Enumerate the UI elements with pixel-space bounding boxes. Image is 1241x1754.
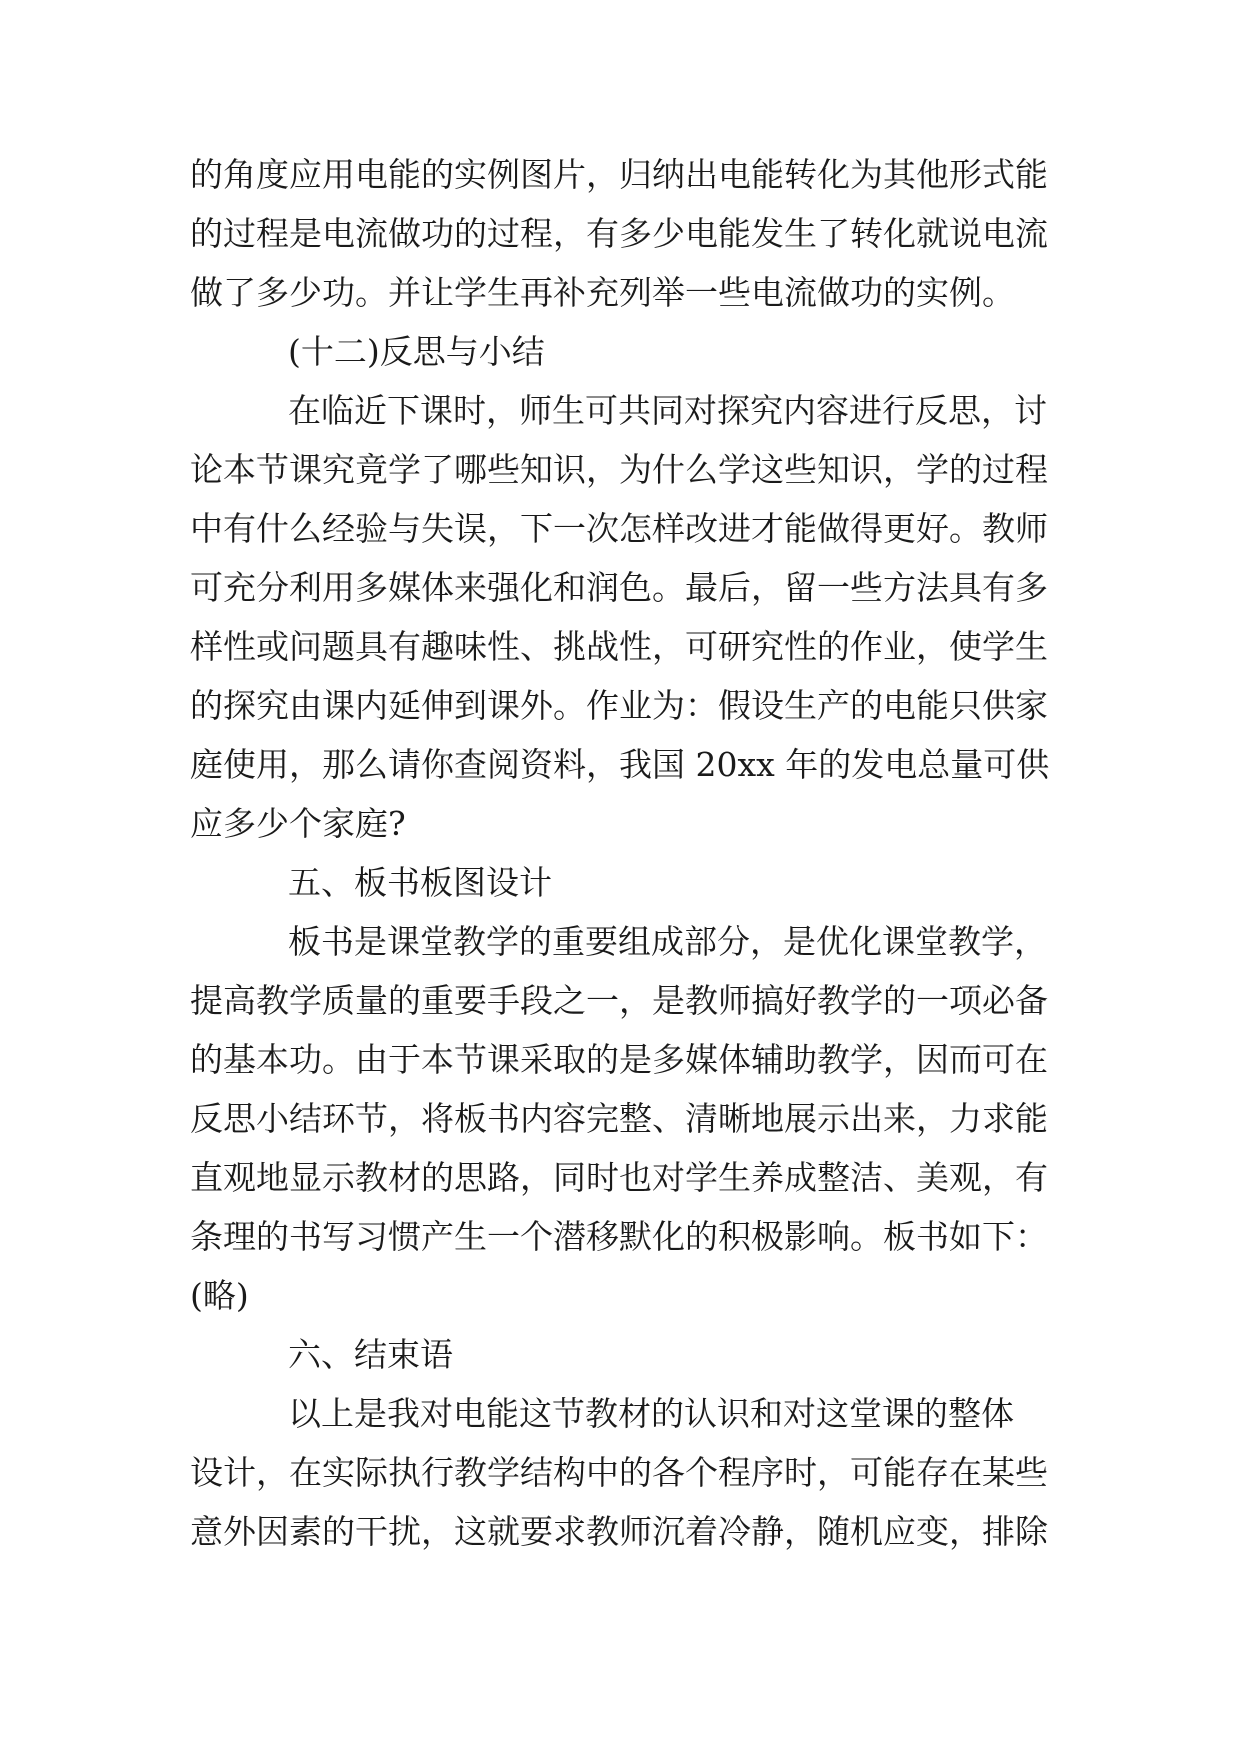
text-line: (略) xyxy=(190,1276,249,1315)
paragraph-electric-work-examples xyxy=(190,145,1050,322)
section-heading-closing-remarks: 六、结束语 xyxy=(288,1335,453,1374)
paragraph-blackboard-design xyxy=(190,912,1050,1325)
text-line: 提高教学质量的重要手段之一，是教师搞好教学的一项必备 xyxy=(190,981,1048,1020)
text-line: 样性或问题具有趣味性、挑战性，可研究性的作业，使学生 xyxy=(190,627,1048,666)
text-line: 意外因素的干扰，这就要求教师沉着冷静，随机应变，排除 xyxy=(190,1512,1048,1551)
text-line: 的探究由课内延伸到课外。作业为：假设生产的电能只供家 xyxy=(190,686,1048,725)
paragraph-reflection xyxy=(190,381,1050,853)
text-line: 设计，在实际执行教学结构中的各个程序时，可能存在某些 xyxy=(190,1453,1048,1492)
text-line: 做了多少功。并让学生再补充列举一些电流做功的实例。 xyxy=(190,273,1015,312)
text-line: 反思小结环节，将板书内容完整、清晰地展示出来，力求能 xyxy=(190,1099,1048,1138)
paragraph-closing-remarks xyxy=(190,1384,1050,1561)
text-line: 条理的书写习惯产生一个潜移默化的积极影响。板书如下： xyxy=(190,1217,1048,1256)
text-line: 可充分利用多媒体来强化和润色。最后，留一些方法具有多 xyxy=(190,568,1048,607)
text-line: 中有什么经验与失误，下一次怎样改进才能做得更好。教师 xyxy=(190,509,1048,548)
text-line: 在临近下课时，师生可共同对探究内容进行反思，讨 xyxy=(288,391,1047,430)
text-line: 直观地显示教材的思路，同时也对学生养成整洁、美观，有 xyxy=(190,1158,1048,1197)
text-line: 板书是课堂教学的重要组成部分，是优化课堂教学， xyxy=(288,922,1047,961)
text-line: 庭使用，那么请你查阅资料，我国 20xx 年的发电总量可供 xyxy=(190,745,1050,784)
text-line: 应多少个家庭? xyxy=(190,804,406,843)
text-line: 的角度应用电能的实例图片，归纳出电能转化为其他形式能 xyxy=(190,155,1048,194)
document-body xyxy=(190,145,1050,1561)
text-line: 以上是我对电能这节教材的认识和对这堂课的整体 xyxy=(288,1394,1014,1433)
text-line: 的基本功。由于本节课采取的是多媒体辅助教学，因而可在 xyxy=(190,1040,1048,1079)
text-line: 的过程是电流做功的过程，有多少电能发生了转化就说电流 xyxy=(190,214,1048,253)
section-heading-blackboard-design: 五、板书板图设计 xyxy=(288,863,552,902)
section-heading-reflection-summary: (十二)反思与小结 xyxy=(288,332,545,371)
text-line: 论本节课究竟学了哪些知识，为什么学这些知识，学的过程 xyxy=(190,450,1048,489)
